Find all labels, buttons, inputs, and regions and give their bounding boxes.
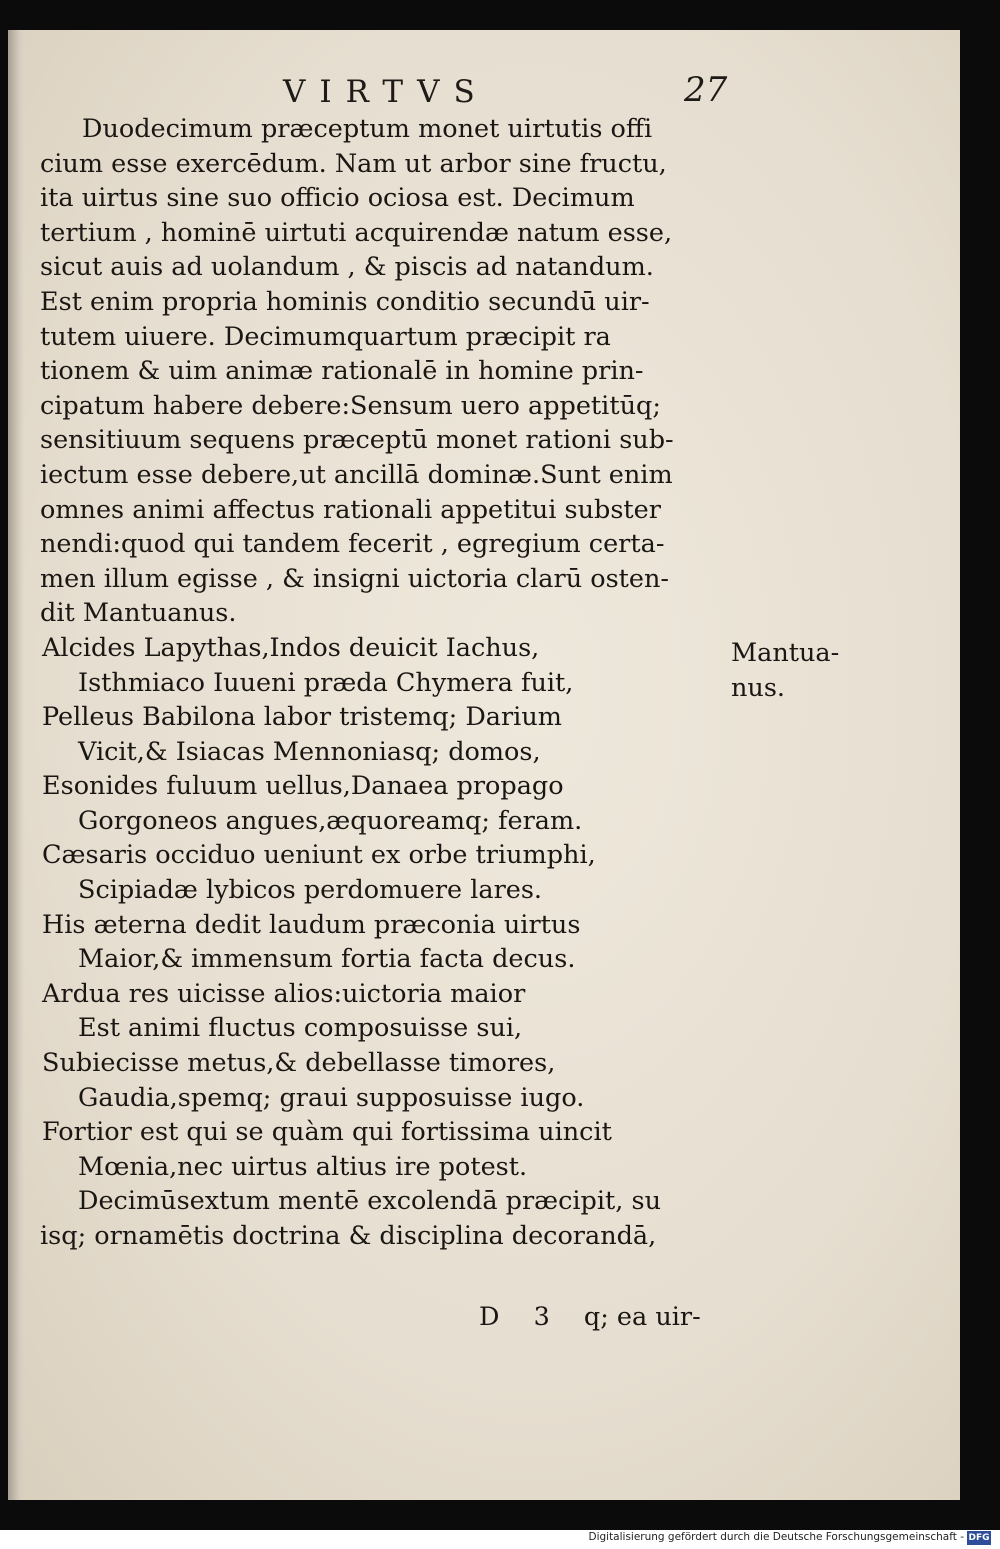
verse-line: Esonides fuluum uellus,Danaea propago	[42, 771, 564, 802]
text-line: cipatum habere debere:Sensum uero appetitūq;	[40, 390, 661, 421]
dfg-logo: DFG	[968, 1533, 990, 1543]
verse-line: Gaudia,spemq; graui supposuisse iugo.	[78, 1082, 585, 1113]
text-line: dit Mantuanus.	[40, 598, 237, 629]
text-line: omnes animi affectus rationali appetitui subster	[40, 494, 661, 525]
signature-number: 3	[533, 1302, 550, 1332]
verse-line: Vicit,& Isiacas Mennoniasq; domos,	[78, 736, 541, 767]
text-line: Est enim propria hominis conditio secundū uir-	[40, 286, 650, 317]
marginal-note-line: nus.	[731, 672, 786, 703]
funding-credit: Digitalisierung gefördert durch die Deutsche Forschungsgemeinschaft -	[588, 1531, 964, 1543]
verse-line: Gorgoneos angues,æquoreamq; feram.	[78, 805, 583, 836]
marginal-note-line: Mantua-	[731, 638, 840, 668]
text-line: nendi:quod qui tandem fecerit , egregium certa-	[40, 529, 665, 560]
verse-line: Subiecisse metus,& debellasse timores,	[42, 1048, 556, 1079]
verse-line: Fortior est qui se quàm qui fortissima uincit	[42, 1117, 612, 1148]
catchword: q; ea uir-	[583, 1302, 701, 1332]
verse-line: Scipiadæ lybicos perdomuere lares.	[78, 875, 543, 906]
verse-line: Alcides Lapythas,Indos deuicit Iachus,	[42, 632, 540, 663]
text-line: cium esse exercēdum. Nam ut arbor sine fructu,	[40, 148, 667, 179]
verse-line: Ardua res uicisse alios:uictoria maior	[42, 978, 526, 1009]
text-line: Decimūsextum mentē excolendā præcipit, su	[78, 1186, 662, 1217]
verse-line: His æterna dedit laudum præconia uirtus	[42, 909, 581, 940]
text-line: tionem & uim animæ rationalē in homine prin-	[40, 356, 644, 387]
text-line: tertium , hominē uirtuti acquirendæ natum esse,	[40, 217, 673, 248]
body-text	[40, 112, 740, 1254]
verse-line: Pelleus Babilona labor tristemq; Darium	[42, 702, 562, 733]
verse-line: Isthmiaco Iuueni præda Chymera fuit,	[78, 667, 574, 698]
text-line: tutem uiuere. Decimumquartum præcipit ra	[40, 321, 611, 352]
text-line: sensitiuum sequens præceptū monet rationi sub-	[40, 425, 674, 456]
text-line: Duodecimum præceptum monet uirtutis offi	[82, 114, 653, 144]
verse-line: Mœnia,nec uirtus altius ire potest.	[78, 1151, 528, 1182]
text-line: men illum egisse , & insigni uictoria clarū osten-	[40, 563, 670, 594]
signature-line	[479, 1302, 727, 1332]
text-line: iectum esse debere,ut ancillā dominæ.Sunt enim	[40, 459, 673, 490]
signature-mark: D	[479, 1302, 500, 1332]
running-title: VIRTVS	[283, 74, 489, 110]
page-number: 27	[684, 70, 728, 110]
page-gutter	[8, 30, 24, 1500]
verse-line: Cæsaris occiduo ueniunt ex orbe triumphi,	[42, 840, 596, 871]
marginal-note	[731, 636, 839, 705]
text-line: sicut auis ad uolandum , & piscis ad natandum.	[40, 252, 654, 283]
verse-line: Est animi fluctus composuisse sui,	[78, 1013, 523, 1044]
text-line: isq; ornamētis doctrina & disciplina decorandā,	[40, 1221, 657, 1251]
text-line: ita uirtus sine suo officio ociosa est. Decimum	[40, 183, 635, 214]
verse-line: Maior,& immensum fortia facta decus.	[78, 944, 576, 975]
